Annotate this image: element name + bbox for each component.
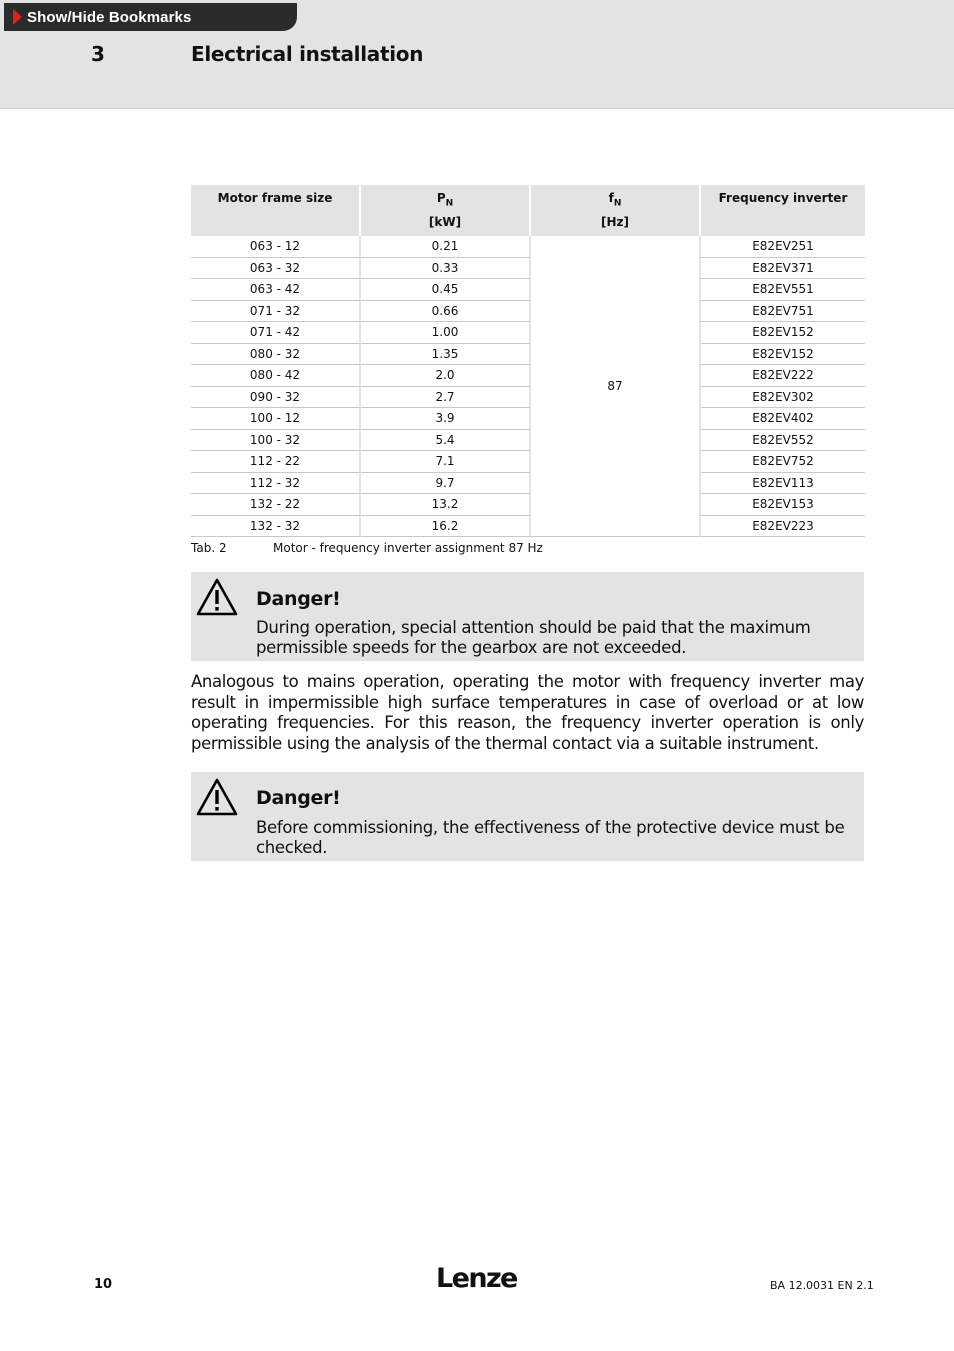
table-caption-text: Motor - frequency inverter assignment 87 Hz [273, 541, 543, 555]
table-header-row [191, 185, 865, 236]
cell-motor-frame-size: 132 - 32 [191, 516, 361, 538]
cell-motor-frame-size: 071 - 32 [191, 301, 361, 323]
chapter-number: 3 [91, 42, 105, 66]
header-frequency-inverter: Frequency inverter [701, 185, 865, 236]
cell-frequency-inverter: E82EV752 [701, 451, 865, 473]
cell-pn: 1.35 [361, 344, 531, 366]
cell-frequency-inverter: E82EV113 [701, 473, 865, 495]
cell-fn-merged: 87 [531, 236, 701, 537]
cell-pn: 5.4 [361, 430, 531, 452]
cell-pn: 13.2 [361, 494, 531, 516]
danger-text-2: Before commissioning, the effectiveness of the protective device must be checked. [256, 818, 845, 857]
warning-triangle-icon [196, 778, 238, 816]
chapter-title: Electrical installation [191, 42, 424, 66]
table-row [191, 516, 865, 538]
warning-triangle-icon [196, 578, 238, 616]
table-row [191, 387, 865, 409]
cell-motor-frame-size: 100 - 12 [191, 408, 361, 430]
cell-pn: 7.1 [361, 451, 531, 473]
table-row [191, 258, 865, 280]
cell-pn: 2.7 [361, 387, 531, 409]
document-reference: BA 12.0031 EN 2.1 [770, 1279, 874, 1292]
table-row [191, 408, 865, 430]
header-motor-frame-size: Motor frame size [191, 185, 361, 236]
table-row [191, 473, 865, 495]
cell-pn: 0.45 [361, 279, 531, 301]
table-row [191, 279, 865, 301]
cell-frequency-inverter: E82EV751 [701, 301, 865, 323]
table-caption-label: Tab. 2 [191, 541, 227, 555]
cell-frequency-inverter: E82EV222 [701, 365, 865, 387]
cell-motor-frame-size: 080 - 42 [191, 365, 361, 387]
cell-frequency-inverter: E82EV552 [701, 430, 865, 452]
triangle-right-icon [13, 9, 22, 25]
cell-frequency-inverter: E82EV551 [701, 279, 865, 301]
cell-frequency-inverter: E82EV153 [701, 494, 865, 516]
danger-title-1: Danger! [256, 588, 341, 610]
cell-pn: 16.2 [361, 516, 531, 538]
danger-box-2 [191, 772, 864, 861]
header-fn: $f_N$ [Hz] [531, 185, 701, 236]
cell-motor-frame-size: 063 - 12 [191, 236, 361, 258]
table-row [191, 365, 865, 387]
body-paragraph: Analogous to mains operation, operating the motor with frequency inverter may result in impermissible high surface temperatures in case of overload or at low operating frequencies. For this reason, the frequency inverter operation is only permissible using the analysis of the thermal contact via a suitable instrument. [191, 672, 864, 753]
cell-frequency-inverter: E82EV302 [701, 387, 865, 409]
table-row [191, 322, 865, 344]
cell-frequency-inverter: E82EV402 [701, 408, 865, 430]
table-row [191, 494, 865, 516]
danger-text-1: During operation, special attention should be paid that the maximum permissible speeds for the gearbox are not exceeded. [256, 618, 811, 657]
table-body [191, 236, 865, 537]
table-row [191, 451, 865, 473]
cell-frequency-inverter: E82EV152 [701, 344, 865, 366]
cell-motor-frame-size: 090 - 32 [191, 387, 361, 409]
cell-motor-frame-size: 112 - 32 [191, 473, 361, 495]
cell-frequency-inverter: E82EV251 [701, 236, 865, 258]
page-number: 10 [94, 1277, 113, 1292]
cell-frequency-inverter: E82EV152 [701, 322, 865, 344]
cell-pn: 0.33 [361, 258, 531, 280]
table-row [191, 236, 865, 258]
cell-pn: 1.00 [361, 322, 531, 344]
cell-pn: 0.21 [361, 236, 531, 258]
header-pn: $P_N$ [kW] [361, 185, 531, 236]
danger-box-1 [191, 572, 864, 661]
danger-title-2: Danger! [256, 787, 341, 809]
cell-motor-frame-size: 100 - 32 [191, 430, 361, 452]
table-row [191, 301, 865, 323]
cell-frequency-inverter: E82EV223 [701, 516, 865, 538]
cell-motor-frame-size: 112 - 22 [191, 451, 361, 473]
cell-motor-frame-size: 063 - 32 [191, 258, 361, 280]
cell-motor-frame-size: 132 - 22 [191, 494, 361, 516]
cell-pn: 2.0 [361, 365, 531, 387]
bookmarks-tab-label: Show/Hide Bookmarks [27, 8, 192, 26]
motor-inverter-table [191, 185, 865, 537]
table-row [191, 430, 865, 452]
cell-motor-frame-size: 080 - 32 [191, 344, 361, 366]
table-row [191, 344, 865, 366]
cell-pn: 9.7 [361, 473, 531, 495]
cell-pn: 3.9 [361, 408, 531, 430]
show-hide-bookmarks-button[interactable] [4, 3, 297, 31]
header-band [0, 0, 954, 109]
cell-pn: 0.66 [361, 301, 531, 323]
cell-motor-frame-size: 063 - 42 [191, 279, 361, 301]
cell-motor-frame-size: 071 - 42 [191, 322, 361, 344]
lenze-logo: Lenze [436, 1263, 517, 1294]
cell-frequency-inverter: E82EV371 [701, 258, 865, 280]
